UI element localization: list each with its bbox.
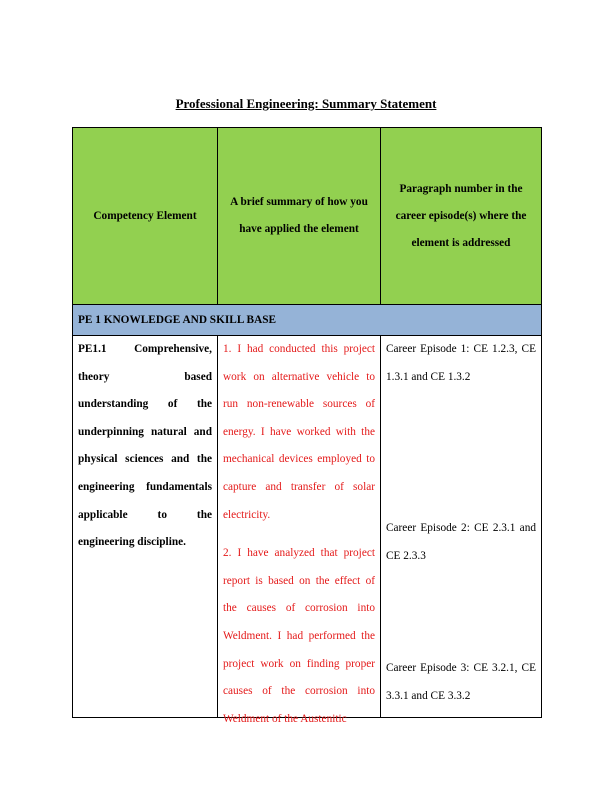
header-brief-summary: A brief summary of how you have applied the element bbox=[218, 128, 381, 305]
page-title: Professional Engineering: Summary Statement bbox=[175, 96, 437, 111]
episode-reference-2: Career Episode 2: CE 2.3.1 and CE 2.3.3 bbox=[386, 522, 536, 562]
summary-cell bbox=[218, 336, 381, 725]
table-row bbox=[73, 336, 542, 718]
header-paragraph-number: Paragraph number in the career episode(s) where the element is addressed bbox=[381, 128, 542, 305]
episode-reference-1: Career Episode 1: CE 1.2.3, CE 1.3.1 and CE 1.3.2 bbox=[386, 343, 536, 383]
section-row bbox=[73, 305, 542, 336]
summary-paragraph-2: 2. I have analyzed that project report is based on the effect of the causes of corrosion into Weldment. I had performed the project work on finding proper causes of the corrosion into Weldment of the Austenitic bbox=[223, 547, 375, 725]
header-competency-element: Competency Element bbox=[73, 128, 218, 305]
competency-element-text: PE1.1 Comprehensive, theory based understanding of the underpinning natural and physical sciences and the engineering fundamentals applicable to the engineering discipline. bbox=[78, 343, 212, 549]
episode-reference-cell bbox=[381, 336, 542, 718]
competency-element-cell bbox=[73, 336, 218, 718]
table-header-row bbox=[73, 128, 542, 305]
summary-statement-table bbox=[72, 127, 542, 725]
summary-paragraph-1: 1. I had conducted this project work on alternative vehicle to run non-renewable sources of energy. I have worked with the mechanical devices employed to capture and transfer of solar electricity. bbox=[223, 343, 375, 521]
section-title: PE 1 KNOWLEDGE AND SKILL BASE bbox=[73, 305, 542, 336]
episode-reference-3: Career Episode 3: CE 3.2.1, CE 3.3.1 and CE 3.3.2 bbox=[386, 662, 536, 702]
